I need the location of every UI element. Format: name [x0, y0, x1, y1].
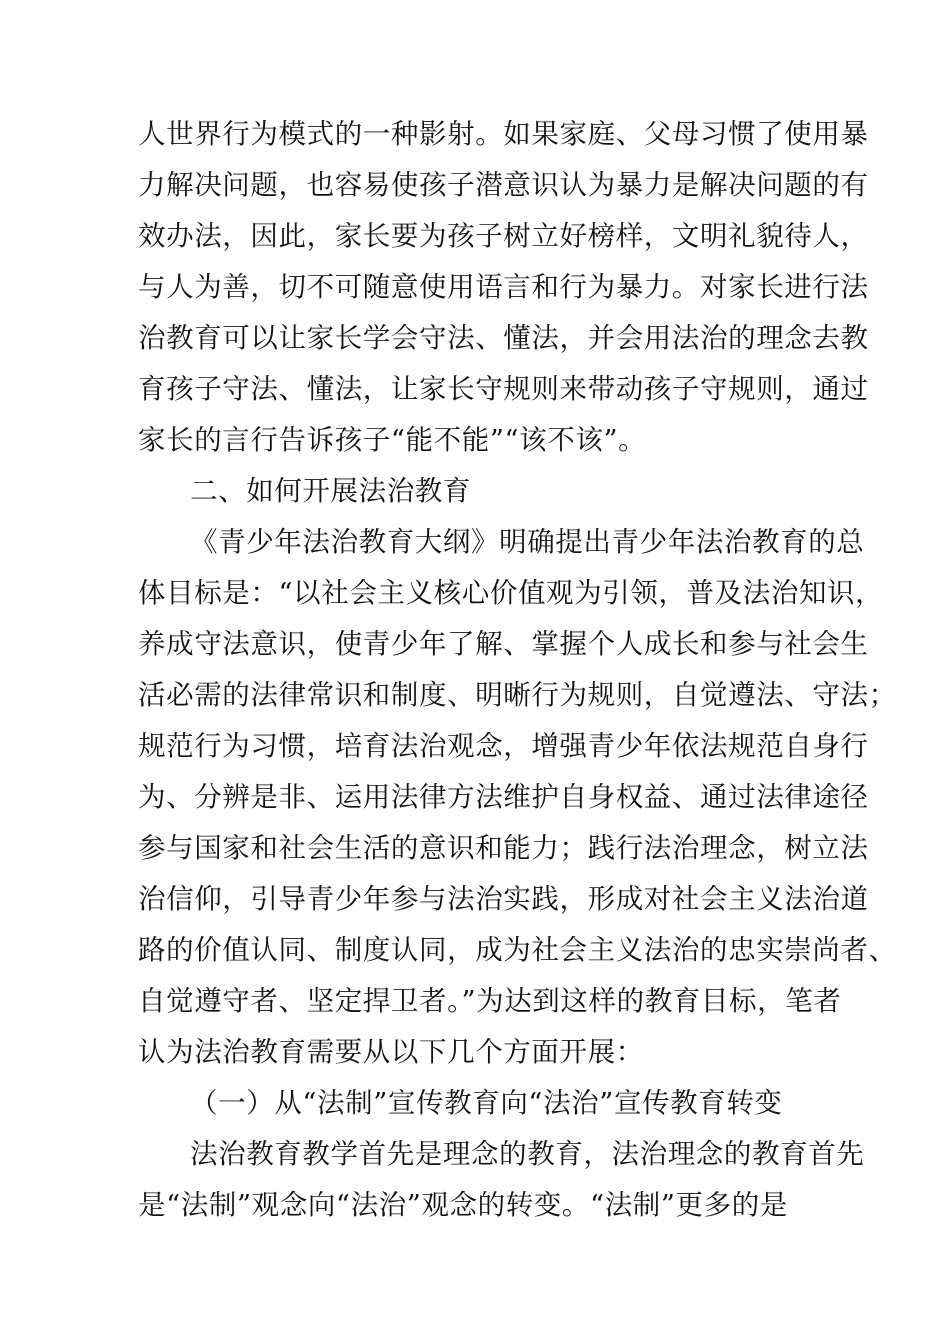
text-line: 法治教育教学首先是理念的教育，法治理念的教育首先 [190, 1138, 865, 1170]
text-line: 育孩子守法、懂法，让家长守规则来带动孩子守规则，通过 [138, 373, 869, 405]
text-line: 是“法制”观念向“法治”观念的转变。“法制”更多的是 [138, 1189, 788, 1221]
text-line: 治信仰，引导青少年参与法治实践，形成对社会主义法治道 [138, 883, 869, 915]
text-line: 力解决问题，也容易使孩子潜意识认为暴力是解决问题的有 [138, 169, 869, 201]
text-line: 家长的言行告诉孩子“能不能”“该不该”。 [138, 424, 647, 456]
text-line: 路的价值认同、制度认同，成为社会主义法治的忠实崇尚者、 [138, 934, 897, 966]
text-line: 与人为善，切不可随意使用语言和行为暴力。对家长进行法 [138, 271, 869, 303]
text-line: 《青少年法治教育大纲》明确提出青少年法治教育的总 [190, 526, 865, 558]
text-line: 为、分辨是非、运用法律方法维护自身权益、通过法律途径 [138, 781, 869, 813]
section-heading: 二、如何开展法治教育 [190, 475, 471, 507]
text-line: 养成守法意识，使青少年了解、掌握个人成长和参与社会生 [138, 628, 869, 660]
subsection-heading: （一）从“法制”宣传教育向“法治”宣传教育转变 [190, 1087, 783, 1119]
text-line: 效办法，因此，家长要为孩子树立好榜样，文明礼貌待人， [138, 220, 869, 252]
text-line: 自觉遵守者、坚定捍卫者。”为达到这样的教育目标，笔者 [138, 985, 842, 1017]
text-line: 人世界行为模式的一种影射。如果家庭、父母习惯了使用暴 [138, 118, 869, 150]
text-line: 参与国家和社会生活的意识和能力；践行法治理念，树立法 [138, 832, 869, 864]
text-line: 认为法治教育需要从以下几个方面开展： [138, 1036, 644, 1068]
text-line: 体目标是：“以社会主义核心价值观为引领，普及法治知识， [138, 577, 884, 609]
text-line: 治教育可以让家长学会守法、懂法，并会用法治的理念去教 [138, 322, 869, 354]
text-line: 规范行为习惯，培育法治观念，增强青少年依法规范自身行 [138, 730, 869, 762]
text-line: 活必需的法律常识和制度、明晰行为规则，自觉遵法、守法； [138, 679, 897, 711]
